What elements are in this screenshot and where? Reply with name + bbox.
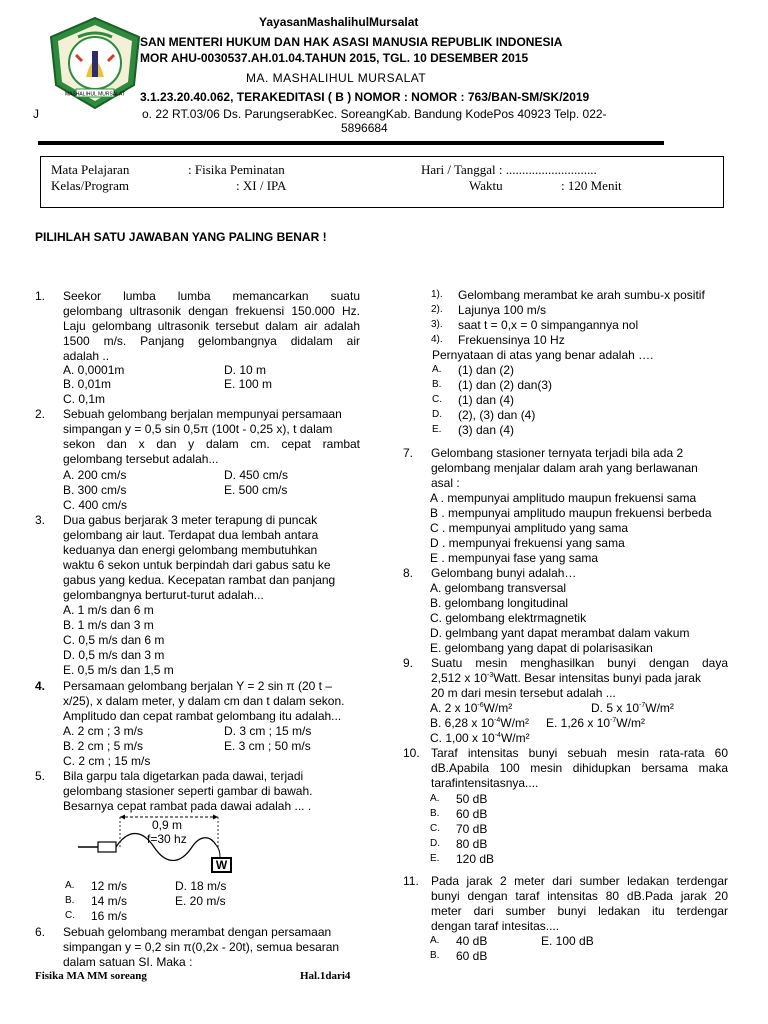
- q9-line: 20 m dari mesin tersebut adalah ...: [431, 686, 616, 700]
- header-rule: [38, 141, 664, 145]
- q9-option-text: D. 5 x 10: [591, 701, 640, 715]
- figure-length-label: 0,9 m: [152, 818, 183, 832]
- question-number: 5.: [35, 769, 46, 783]
- class-label: Kelas/Program: [51, 178, 129, 193]
- question-number: 11.: [403, 874, 419, 888]
- q4-option[interactable]: D. 3 cm ; 15 m/s: [224, 724, 312, 738]
- question-number: 2.: [35, 407, 46, 421]
- q3-line: keduanya dan energi gelombang membutuhkan: [63, 543, 318, 557]
- q2-line: gelombang tersebut adalah...: [63, 452, 219, 466]
- q8-option[interactable]: E. gelombang yang dapat di polarisasikan: [430, 641, 653, 655]
- time-label: Waktu: [469, 178, 503, 193]
- q5-option-letter: C.: [65, 910, 75, 921]
- q11-option[interactable]: E. 100 dB: [541, 934, 594, 948]
- q3-line: Dua gabus berjarak 3 meter terapung di puncak: [63, 513, 318, 527]
- q10-option[interactable]: 60 dB: [456, 807, 488, 821]
- question-number: 3.: [35, 513, 46, 527]
- day-label: Hari / Tanggal : ............................: [421, 162, 597, 177]
- q11-option[interactable]: 60 dB: [456, 949, 488, 963]
- q5-option[interactable]: E. 20 m/s: [175, 894, 226, 908]
- q7-option[interactable]: E . mempunyai fase yang sama: [430, 551, 599, 565]
- q9-option-unit: W/m²: [483, 701, 513, 715]
- q6-option-letter: B.: [432, 379, 442, 390]
- q6-line: dalam satuan SI. Maka :: [63, 955, 193, 969]
- q9-option-text: A. 2 x 10: [430, 701, 478, 715]
- q5-line: Besarnya cepat rambat pada dawai adalah ... .: [63, 799, 312, 813]
- address-line-2: 5896684: [341, 121, 388, 135]
- q10-option[interactable]: 120 dB: [456, 852, 495, 866]
- q11-option-letter: A.: [430, 935, 440, 946]
- question-number: 9.: [403, 656, 414, 670]
- q5-option-letter: B.: [65, 895, 75, 906]
- q5-line: gelombang stasioner seperti gambar di bawah.: [63, 784, 313, 798]
- q2-option[interactable]: B. 300 cm/s: [63, 483, 127, 497]
- q1-option[interactable]: E. 100 m: [224, 377, 273, 391]
- foundation-name: YayasanMashalihulMursalat: [259, 15, 419, 29]
- q6-statement-number: 3).: [431, 319, 443, 330]
- q6-statement: Gelombang merambat ke arah sumbu-x positif: [458, 288, 705, 302]
- q9-option-unit: W/m²: [645, 701, 674, 715]
- q9-option-b[interactable]: [430, 716, 529, 730]
- q9-option-a[interactable]: [430, 701, 512, 715]
- q6-statement: saat t = 0,x = 0 simpangannya nol: [458, 318, 639, 332]
- q6-line: Sebuah gelombang merambat dengan persamaan: [63, 925, 332, 939]
- q7-option[interactable]: D . mempunyai frekuensi yang sama: [430, 536, 625, 550]
- q2-option[interactable]: C. 400 cm/s: [63, 498, 128, 512]
- q11-line: dengan taraf intesitas....: [431, 919, 560, 933]
- q4-line: x/25), x dalam meter, y dalam cm dan t dalam sekon.: [63, 694, 345, 708]
- q1-line: 1500 m/s. Panjang gelombangnya didalam air: [63, 334, 360, 348]
- q2-option[interactable]: D. 450 cm/s: [224, 468, 289, 482]
- question-number: 1.: [35, 289, 46, 303]
- q7-option[interactable]: C . mempunyai amplitudo yang sama: [430, 521, 629, 535]
- q1-line: Seekor lumba lumba memancarkan suatu: [63, 289, 360, 303]
- q1-option[interactable]: A. 0,0001m: [63, 363, 125, 377]
- q5-option[interactable]: 12 m/s: [91, 879, 128, 893]
- question-number: 10.: [403, 746, 420, 760]
- q3-option[interactable]: D. 0,5 m/s dan 3 m: [63, 648, 165, 662]
- q10-option-letter: B.: [430, 808, 440, 819]
- q5-option-letter: A.: [65, 880, 75, 891]
- q3-option[interactable]: C. 0,5 m/s dan 6 m: [63, 633, 165, 647]
- q8-option[interactable]: B. gelombang longitudinal: [430, 596, 569, 610]
- weight-block: [211, 857, 232, 873]
- q3-line: gelombang air laut. Terdapat dua lembah antara: [63, 528, 319, 542]
- question-number: 7.: [403, 446, 414, 460]
- q9-power-rest: Watt. Besar intensitas bunyi pada jarak: [493, 671, 701, 685]
- q9-option-c[interactable]: [430, 731, 530, 745]
- q9-option-unit: W/m²: [500, 731, 530, 745]
- q8-line: Gelombang bunyi adalah…: [431, 566, 577, 580]
- q11-option[interactable]: 40 dB: [456, 934, 488, 948]
- q6-option[interactable]: (2), (3) dan (4): [458, 408, 536, 422]
- q6-statement: Lajunya 100 m/s: [458, 303, 547, 317]
- q2-line: Sebuah gelombang berjalan mempunyai persamaan: [63, 407, 342, 421]
- q4-option[interactable]: C. 2 cm ; 15 m/s: [63, 754, 151, 768]
- q3-option[interactable]: B. 1 m/s dan 3 m: [63, 618, 154, 632]
- school-name: MA. MASHALIHUL MURSALAT: [246, 71, 427, 85]
- q6-statement-number: 1).: [431, 289, 443, 300]
- question-number: 4.: [35, 679, 46, 693]
- q6-option-letter: E.: [432, 424, 442, 435]
- q11-line: bunyi dengan taraf intensitas 80 dB.Pada jarak 20: [431, 889, 728, 903]
- subject-value: : Fisika Peminatan: [188, 162, 285, 177]
- q9-option-text: B. 6,28 x 10: [430, 716, 495, 730]
- q10-option-letter: A.: [430, 793, 440, 804]
- q6-line: simpangan y = 0,2 sin π(0,2x - 20t), semua besaran: [63, 940, 340, 954]
- accreditation: 3.1.23.20.40.062, TERAKEDITASI ( B ) NOMOR : NOMOR : 763/BAN-SM/SK/2019: [140, 90, 590, 104]
- question-number: 8.: [403, 566, 414, 580]
- decree-line: SAN MENTERI HUKUM DAN HAK ASASI MANUSIA REPUBLIK INDONESIA: [140, 35, 563, 49]
- q6-option-letter: C.: [432, 394, 442, 405]
- weight-label: W: [215, 858, 228, 872]
- q9-line: Suatu mesin menghasilkan bunyi dengan daya: [431, 656, 728, 670]
- q7-option[interactable]: A . mempunyai amplitudo maupun frekuensi sama: [430, 491, 697, 505]
- svg-text:MASHALIHUL MURSALAT: MASHALIHUL MURSALAT: [64, 91, 126, 98]
- q9-power-exponent: -3: [487, 672, 494, 679]
- q8-option[interactable]: C. gelombang elektrmagnetik: [430, 611, 587, 625]
- q6-option[interactable]: (1) dan (2) dan(3): [458, 378, 553, 392]
- q4-line: Persamaan gelombang berjalan Y = 2 sin π (20 t –: [63, 679, 333, 693]
- q6-option-letter: A.: [432, 364, 442, 375]
- instruction: PILIHLAH SATU JAWABAN YANG PALING BENAR !: [35, 230, 327, 244]
- q11-option-letter: B.: [430, 950, 440, 961]
- q4-option[interactable]: B. 2 cm ; 5 m/s: [63, 739, 144, 753]
- q9-option-exponent: -7: [610, 717, 617, 724]
- q6-option[interactable]: (1) dan (2): [458, 363, 515, 377]
- q5-line: Bila garpu tala digetarkan pada dawai, terjadi: [63, 769, 304, 783]
- figure-frequency-label: f=30 hz: [147, 832, 187, 846]
- q2-option[interactable]: A. 200 cm/s: [63, 468, 127, 482]
- q6-statement: Frekuensinya 10 Hz: [458, 333, 565, 347]
- q10-line: dB.Apabila 100 mesin dihidupkan bersama maka: [431, 761, 728, 775]
- q1-line: gelombang ultrasonik dengan frekuensi 150.000 Hz.: [63, 304, 360, 318]
- q6-option[interactable]: (1) dan (4): [458, 393, 515, 407]
- q10-option[interactable]: 80 dB: [456, 837, 488, 851]
- q3-line: waktu 6 sekon untuk berpindah dari gabus satu ke: [63, 558, 331, 572]
- question-number: 6.: [35, 925, 46, 939]
- q1-option[interactable]: B. 0,01m: [63, 377, 112, 391]
- decree-number: MOR AHU-0030537.AH.01.04.TAHUN 2015, TGL. 10 DESEMBER 2015: [140, 51, 529, 65]
- q6-option[interactable]: (3) dan (4): [458, 423, 515, 437]
- address-line-1: o. 22 RT.03/06 Ds. ParungserabKec. SoreangKab. Bandung KodePos 40923 Telp. 022-: [142, 107, 607, 121]
- q11-line: Pada jarak 2 meter dari sumber ledakan terdengar: [431, 874, 728, 888]
- q1-option[interactable]: C. 0,1m: [63, 392, 106, 406]
- q9-option-unit: W/m²: [500, 716, 529, 730]
- q7-line: asal :: [431, 476, 460, 490]
- q10-option-letter: C.: [430, 823, 440, 834]
- footer-page: Hal.1dari4: [300, 970, 351, 982]
- q6-statement-number: 4).: [431, 334, 443, 345]
- q5-option[interactable]: D. 18 m/s: [175, 879, 227, 893]
- q10-option-letter: D.: [430, 838, 440, 849]
- q3-option[interactable]: A. 1 m/s dan 6 m: [63, 603, 154, 617]
- q10-line: Taraf intensitas bunyi sebuah mesin rata-rata 60: [431, 746, 728, 760]
- q6-statement-number: 2).: [431, 304, 443, 315]
- q10-option[interactable]: 70 dB: [456, 822, 488, 836]
- class-value: : XI / IPA: [236, 178, 287, 193]
- time-value: : 120 Menit: [561, 178, 622, 193]
- q9-option-e[interactable]: [546, 716, 645, 730]
- q7-line: gelombang menjalar dalam arah yang berlawanan: [431, 461, 698, 475]
- q9-option-unit: W/m²: [616, 716, 645, 730]
- q10-option-letter: E.: [430, 853, 440, 864]
- q1-line: Laju gelombang ultrasonik tersebut dalam air adalah: [63, 319, 360, 333]
- q9-power-base: 2,512 x 10: [431, 671, 488, 685]
- q4-option[interactable]: A. 2 cm ; 3 m/s: [63, 724, 144, 738]
- q2-line: sekon dan x dan y dalam cm. cepat rambat: [63, 437, 360, 451]
- q9-option-exponent: -4: [494, 732, 501, 739]
- q7-option[interactable]: B . mempunyai amplitudo maupun frekuensi berbeda: [430, 506, 712, 520]
- q6-prompt: Pernyataan di atas yang benar adalah ….: [432, 348, 654, 362]
- q1-line: adalah ..: [63, 349, 110, 363]
- q10-line: tarafintensitasnya....: [431, 776, 539, 790]
- q9-option-d[interactable]: [591, 701, 674, 715]
- q9-option-text: E. 1,26 x 10: [546, 716, 611, 730]
- q4-line: Amplitudo dan cepat rambat gelombang itu adalah...: [63, 709, 342, 723]
- school-logo: [46, 15, 144, 111]
- q5-option[interactable]: 14 m/s: [91, 894, 128, 908]
- q3-line: gelombangnya berturut-turut adalah...: [63, 588, 264, 602]
- q9-option-exponent: -4: [494, 717, 501, 724]
- q9-option-text: C. 1,00 x 10: [430, 731, 495, 745]
- q1-option[interactable]: D. 10 m: [224, 363, 267, 377]
- footer-subject: Fisika MA MM soreang: [35, 970, 147, 982]
- q4-option[interactable]: E. 3 cm ; 50 m/s: [224, 739, 311, 753]
- q9-option-exponent: -7: [639, 702, 646, 709]
- q3-line: gabus yang kedua. Kecepatan rambat dan panjang: [63, 573, 336, 587]
- address-prefix: J: [33, 107, 39, 121]
- q8-option[interactable]: A. gelombang transversal: [430, 581, 567, 595]
- q8-option[interactable]: D. gelmbang yant dapat merambat dalam vakum: [430, 626, 690, 640]
- q2-line: simpangan y = 0,5 sin 0,5π (100t - 0,25 x), t dalam: [63, 422, 333, 436]
- q3-option[interactable]: E. 0,5 m/s dan 1,5 m: [63, 663, 174, 677]
- q11-line: meter dari sumber bunyi ledakan itu terdengar: [431, 904, 728, 918]
- subject-label: Mata Pelajaran: [51, 162, 130, 177]
- q7-line: Gelombang stasioner ternyata terjadi bila ada 2: [431, 446, 684, 460]
- q2-option[interactable]: E. 500 cm/s: [224, 483, 288, 497]
- q6-option-letter: D.: [432, 409, 442, 420]
- q9-line: [431, 671, 728, 686]
- q10-option[interactable]: 50 dB: [456, 792, 488, 806]
- q5-option[interactable]: 16 m/s: [91, 909, 128, 923]
- q9-option-exponent: -6: [477, 702, 484, 709]
